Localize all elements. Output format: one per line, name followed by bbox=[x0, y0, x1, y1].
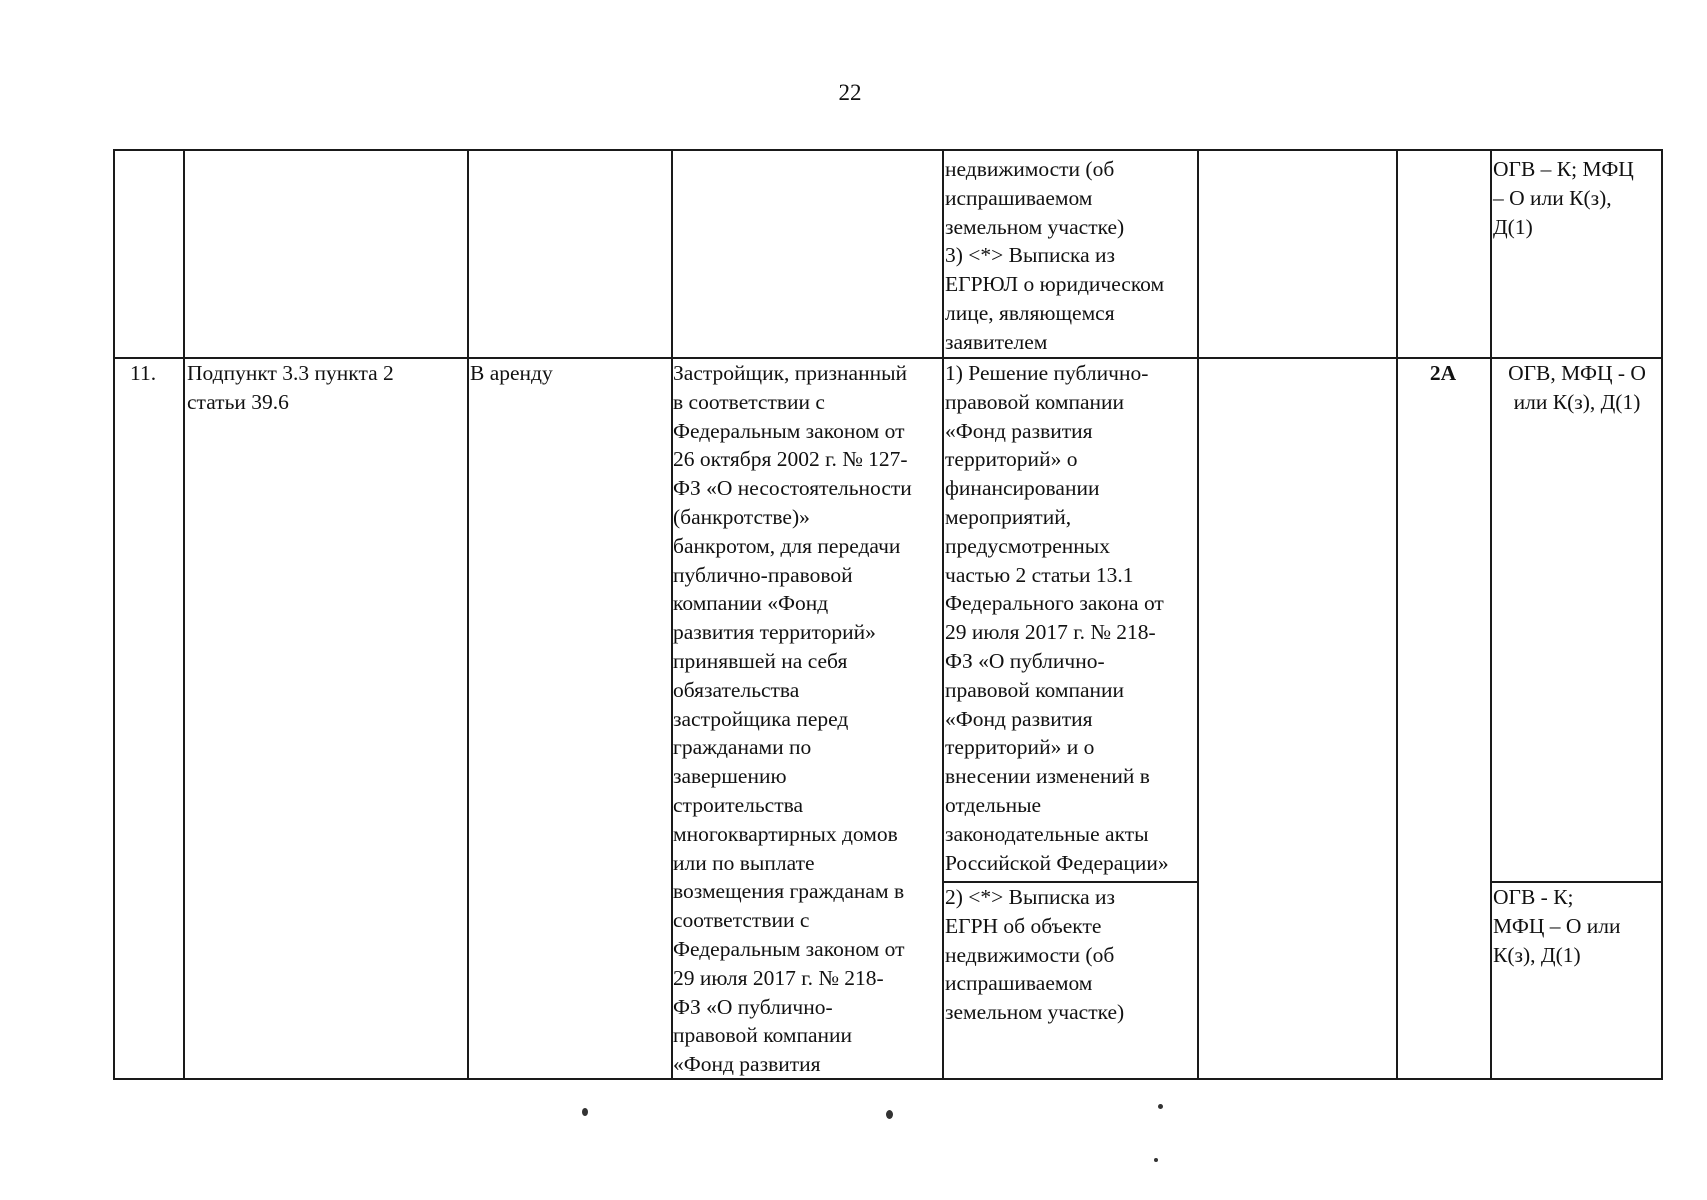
page-number: 22 bbox=[838, 80, 862, 105]
continuation-form-cell: ОГВ – К; МФЦ – О или К(з), Д(1) bbox=[1493, 157, 1634, 239]
scan-speck bbox=[886, 1110, 893, 1119]
col-border-2 bbox=[467, 149, 469, 1080]
document-2-cell: 2) <*> Выписка из ЕГРН об объекте недвижимости (об испрашиваемом земельном участке) bbox=[945, 885, 1125, 1025]
col-border-4 bbox=[942, 149, 944, 1080]
col-border-8 bbox=[1661, 149, 1663, 1080]
document-1-cell: 1) Решение публично- правовой компании «Фонд развития территорий» о финансировании мероприятий, предусмотренных частью 2 статьи 13.1 Федерального закона от 29 июля 2017 г. № 218- ФЗ «О публично- правовой компании «Фонд развития территорий» и о внесении изменений в отдельные законодательные акты Российской Федерации» bbox=[945, 361, 1169, 875]
continuation-documents-cell: недвижимости (об испрашиваемом земельном участке) 3) <*> Выписка из ЕГРЮЛ о юридическом лице, являющемся заявителем bbox=[945, 157, 1165, 354]
code-cell: 2А bbox=[1429, 361, 1457, 385]
right-type-cell: В аренду bbox=[470, 361, 553, 385]
scan-speck bbox=[582, 1108, 588, 1116]
table-top-border bbox=[113, 149, 1663, 151]
col-border-5 bbox=[1197, 149, 1199, 1080]
form-1-cell: ОГВ, МФЦ - О или К(з), Д(1) bbox=[1508, 361, 1646, 414]
scan-speck bbox=[1158, 1104, 1163, 1109]
col-border-7 bbox=[1490, 149, 1492, 1080]
form-2-cell: ОГВ - К; МФЦ – О или К(з), Д(1) bbox=[1493, 885, 1621, 967]
legal-basis-cell: Подпункт 3.3 пункта 2 статьи 39.6 bbox=[187, 361, 394, 414]
col-border-0 bbox=[113, 149, 115, 1080]
col-border-1 bbox=[183, 149, 185, 1080]
scan-speck bbox=[1154, 1158, 1158, 1162]
col-border-6 bbox=[1396, 149, 1398, 1080]
row-number-cell: 11. bbox=[130, 361, 157, 385]
applicant-cell: Застройщик, признанный в соответствии с Федеральным законом от 26 октября 2002 г. № 127- ФЗ «О несостоятельности (банкротстве)» банкротом, для передачи публично-правовой компании «Фонд развития территорий» принявшей на себя обязательства застройщика перед гражданами по завершению строительства многоквартирных домов или по выплате возмещения гражданам в соответствии с Федеральным законом от 29 июля 2017 г. № 218- ФЗ «О публично- правовой компании «Фонд развития bbox=[673, 361, 912, 1077]
